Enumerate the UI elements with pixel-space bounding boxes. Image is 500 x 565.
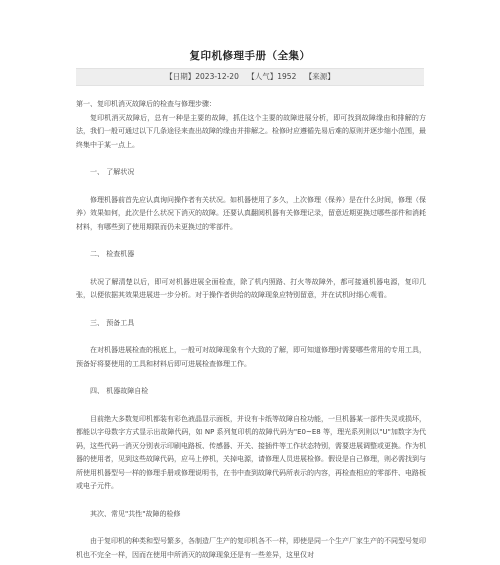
paragraph: 在对机器进展检查的根底上，一般可对故障现象有个大致的了解，即可知道修理时需要哪些常用的专用工具，预备好将要使用的工具和材料后即可进展检查修理工作。	[76, 346, 426, 368]
meta-date: 【日期】2023-12-20	[165, 72, 239, 81]
meta-source: 【来源】	[304, 72, 335, 81]
document-title: 复印机修理手册（全集）	[189, 50, 311, 62]
subsection-heading: 二、 检查机器	[90, 250, 135, 258]
paragraph: 由于复印机的种类和型号繁多，各制造厂生产的复印机各不一样，即使是同一个生产厂家生产的不同型号复印机也不完全一样，因而在使用中所消灭的故障现象还是有一些差异，这里仅对	[76, 537, 426, 559]
paragraph: 状况了解清楚以后，即可对机器进展全面检查，除了机内照路、打火等故障外，都可接通机器电源，复印几张，以便依据其效果进展进一步分析。对于操作者供给的故障现象应特别留意，并在试机时细心观看。	[76, 277, 426, 299]
subsection-heading: 一、 了解状况	[90, 168, 135, 176]
meta-bar	[76, 68, 424, 86]
section-heading: 第一、复印机消灭故障后的检查与修理步骤：	[76, 100, 216, 108]
document-body	[76, 98, 426, 562]
section-heading: 其次、常见"共性"故障的检修	[90, 509, 181, 518]
meta-popularity: 【人气】1952	[247, 72, 297, 81]
subsection-heading: 三、 预备工具	[90, 318, 135, 327]
subsection-heading: 四、 机器故障自检	[90, 387, 149, 395]
paragraph: 复印机消灭故障后，总有一种是主要的故障，抓住这个主要的故障进展分析，即可找到故障缘由和排解的方法，我们一般可通过以下几条途径来查出故障的缘由并排解之。检修时应遵循先易后难的原则并逐步缩小范围，最终集中于某一点上。	[76, 113, 426, 149]
paragraph: 修理机器前首先应认真询问操作者有关状况。如机器使用了多久，上次修理（保养）是在什么时间，修理（保养）效果如何，此次是什么状况下消灭的故障。还要认真翻阅机器有关修理记录，留意近期更换过哪些部件和消耗材料，有哪些到了使用期限而仍未更换过的零部件。	[76, 195, 426, 231]
paragraph: 目前绝大多数复印机都装有彩色液晶显示面板，并设有卡纸等故障自检功能，一旦机器某一部件失灵或损坏，都能以字母数字方式显示出故障代码，如 NP 系列复印机的故障代码为"E0~E8 等，理光系列则以"U"加数字为代码，这些代码一消灭分别表示印刷电路板、传感器、开关、接插件等工作状态特别，需要进展调整或更换。作为机器的使用者，见到这些故障代码，应马上停机，关掉电源，请修理人员进展检修。假设是自己修理，则必需找到与所使用机器型号一样的修理手册或修理说明书，在书中查到故障代码所表示的内容，再检查相应的零部件、电路板或电子元件。	[76, 414, 426, 490]
